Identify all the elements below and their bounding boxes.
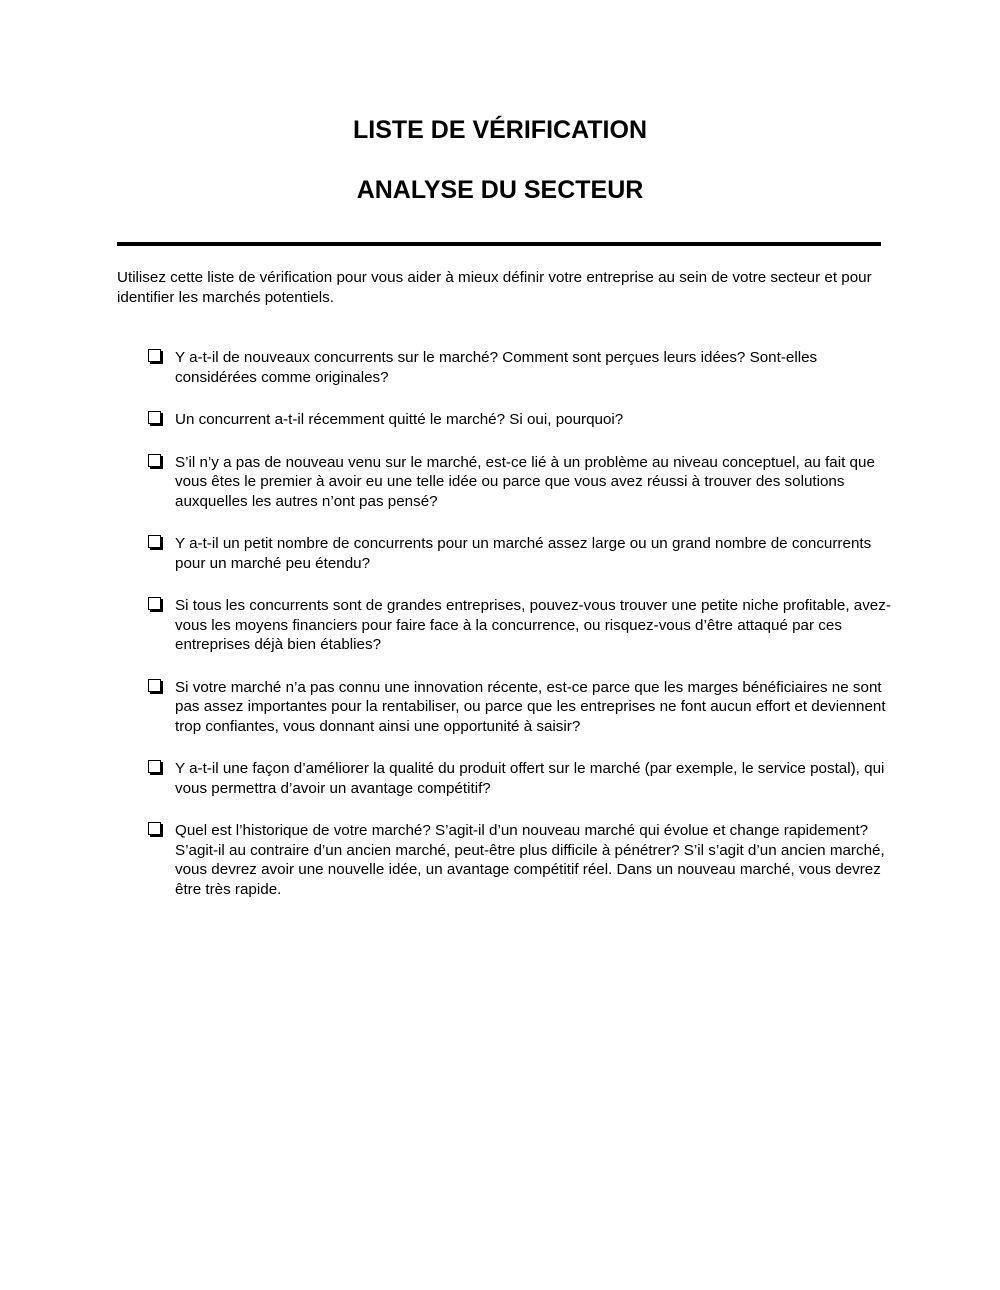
checklist [148,348,893,922]
checklist-item [148,453,893,512]
checklist-item-text: Y a-t-il de nouveaux concurrents sur le marché? Comment sont perçues leurs idées? Sont-elles considérées comme originales? [175,349,818,386]
checklist-item [148,821,893,899]
checkbox-icon[interactable] [148,411,161,424]
document-title: LISTE DE VÉRIFICATION [353,116,647,144]
checklist-item-text: Si tous les concurrents sont de grandes entreprises, pouvez-vous trouver une petite niche profitable, avez-vous les moyens financiers pour faire face à la concurrence, ou risquez-vous d’être attaqué par ces entreprises déjà bien établies? [175,597,891,653]
checkbox-icon[interactable] [148,597,161,610]
checklist-item [148,534,893,573]
checkbox-icon[interactable] [148,454,161,467]
horizontal-divider [117,242,881,246]
checklist-item [148,759,893,798]
checkbox-icon[interactable] [148,760,161,773]
checklist-item-text: Quel est l’historique de votre marché? S’agit-il d’un nouveau marché qui évolue et change rapidement? S’agit-il au contraire d’un ancien marché, peut-être plus difficile à pénétrer? S’il s’agit d’un ancien marché, vous devrez avoir une nouvelle idée, un avantage compétitif réel. Dans un nouveau marché, vous devrez être très rapide. [175,822,885,898]
checklist-item [148,678,893,737]
document-subtitle: ANALYSE DU SECTEUR [356,176,644,204]
checklist-item-text: Un concurrent a-t-il récemment quitté le marché? Si oui, pourquoi? [175,411,624,428]
checklist-item [148,410,893,430]
checklist-item-text: Si votre marché n’a pas connu une innovation récente, est-ce parce que les marges bénéficiaires ne sont pas assez importantes pour la rentabiliser, ou parce que les entreprises ne font aucun effort et deviennent trop confiantes, vous donnant ainsi une opportunité à saisir? [175,678,886,735]
checkbox-icon[interactable] [148,679,161,692]
checklist-item [148,596,893,655]
checklist-item [148,348,893,387]
checklist-item-text: Y a-t-il un petit nombre de concurrents pour un marché assez large ou un grand nombre de concurrents pour un marché peu étendu? [175,535,872,572]
checkbox-icon[interactable] [148,535,161,548]
checklist-item-text: Y a-t-il une façon d’améliorer la qualité du produit offert sur le marché (par exemple, le service postal), qui vous permettra d’avoir un avantage compétitif? [175,760,885,797]
checkbox-icon[interactable] [148,822,161,835]
checkbox-icon[interactable] [148,349,161,362]
intro-paragraph: Utilisez cette liste de vérification pour vous aider à mieux définir votre entreprise au sein de votre secteur et pour identifier les marchés potentiels. [117,269,872,306]
checklist-item-text: S’il n’y a pas de nouveau venu sur le marché, est-ce lié à un problème au niveau conceptuel, au fait que vous êtes le premier à avoir eu une telle idée ou parce que vous avez réussi à trouver des solutions auxquelles les autres n’ont pas pensé? [175,453,875,510]
